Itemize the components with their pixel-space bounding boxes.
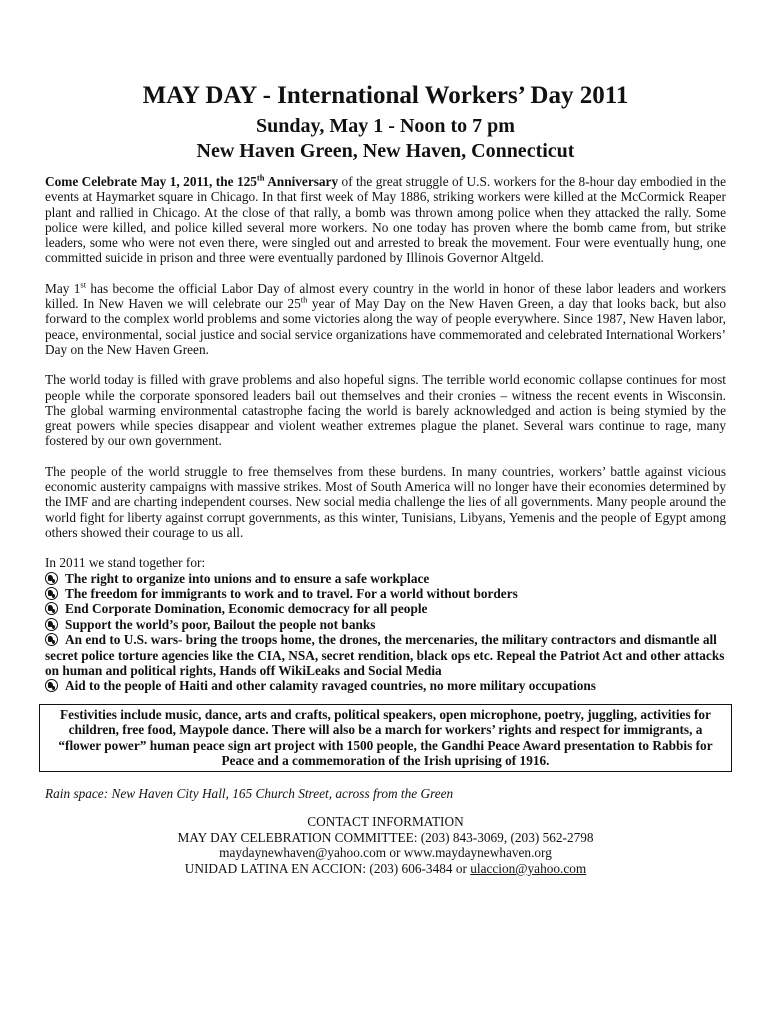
list-item: Support the world’s poor, Bailout the people not banks	[45, 617, 726, 632]
event-date-time: Sunday, May 1 - Noon to 7 pm	[256, 115, 515, 137]
unidad-email-link[interactable]: ulaccion@yahoo.com	[470, 860, 587, 876]
paragraph-labor-day: May 1st has become the official Labor Day of almost every country in the world in honor of these labor leaders and workers killed. In New Haven we will celebrate our 25th year of May Day on the New Haven Green, a day that looks back, but also forward to the complex world problems and some victories along the way of people everywhere. Since 1987, New Haven labor, peace, environmental, social justice and social service organizations have commemorated and celebrated International Workers’ Day on the New Haven Green.	[45, 279, 726, 357]
globe-icon	[45, 618, 58, 631]
lead-text: Come Celebrate May 1, 2011, the 125th Anniversary	[45, 172, 339, 189]
list-item: The freedom for immigrants to work and to travel. For a world without borders	[45, 586, 726, 601]
contact-web: maydaynewhaven@yahoo.com or www.maydaynewhaven.org	[219, 845, 552, 861]
list-item: Aid to the people of Haiti and other calamity ravaged countries, no more military occupations	[45, 678, 726, 693]
globe-icon	[45, 679, 58, 692]
globe-icon	[45, 587, 58, 600]
rain-space-note: Rain space: New Haven City Hall, 165 Church Street, across from the Green	[45, 786, 454, 802]
list-item: End Corporate Domination, Economic democracy for all people	[45, 601, 726, 616]
festivities-box: Festivities include music, dance, arts and crafts, political speakers, open microphone, poetry, juggling, activities for children, free food, Maypole dance. There will also be a march for workers’ rights and respect for immigrants, a “flower power” human peace sign art project with 1500 people, the Gandhi Peace Award presentation to Rabbis for Peace and a commemoration of the Irish uprising of 1916.	[39, 704, 732, 773]
event-location: New Haven Green, New Haven, Connecticut	[196, 140, 575, 162]
contact-unidad: UNIDAD LATINA EN ACCION: (203) 606-3484 or ulaccion@yahoo.com	[184, 860, 587, 876]
paragraph-haymarket: Come Celebrate May 1, 2011, the 125th Anniversary of the great struggle of U.S. workers for the 8-hour day embodied in the events at Haymarket square in Chicago. In that first week of May 1886, striking workers were killed at the McCormick Reaper plant and rallied in Chicago. At the close of that rally, a bomb was thrown among police when they attacked the rally. Some police were killed, and police killed several more workers. No one today has proven where the bomb came from, but strike leaders, some who were not even there, were singled out and arrested to break the movement. Four were eventually hung, one committed suicide in prison and three were eventually pardoned by Illinois Governor Altgeld.	[45, 172, 726, 266]
list-item: The right to organize into unions and to ensure a safe workplace	[45, 571, 726, 586]
globe-icon	[45, 633, 58, 646]
paragraph-people-struggle: The people of the world struggle to free themselves from these burdens. In many countries, workers’ battle against vicious economic austerity campaigns with massive strikes. Most of South America will no longer have their economies determined by the IMF and are charting independent courses. New social media challenge the lies of all governments. Many people around the world fight for liberty against corrupt governments, as this winter, Tunisians, Libyans, Yemenis and the people of Egypt among others showed their courage to us all.	[45, 463, 726, 540]
globe-icon	[45, 572, 58, 585]
flyer-page	[45, 82, 726, 876]
demands-list	[45, 571, 726, 694]
demands-intro: In 2011 we stand together for:	[45, 555, 206, 571]
contact-block	[45, 814, 726, 876]
contact-committee: MAY DAY CELEBRATION COMMITTEE: (203) 843-3069, (203) 562-2798	[177, 829, 594, 845]
globe-icon	[45, 602, 58, 615]
list-item: An end to U.S. wars- bring the troops home, the drones, the mercenaries, the military contractors and dismantle all secret police torture agencies like the CIA, NSA, secret rendition, black ops etc. Repeal the Patriot Act and other attacks on human and political rights, Hands off WikiLeaks and Social Media	[45, 632, 725, 678]
contact-heading: CONTACT INFORMATION	[307, 814, 464, 830]
flyer-title: MAY DAY - International Workers’ Day 2011	[142, 82, 629, 109]
paragraph-world-today: The world today is filled with grave problems and also hopeful signs. The terrible world economic collapse continues for most people while the corporate sponsored leaders bail out themselves and their cronies – witness the recent events in Wisconsin. The global warming environmental catastrophe facing the world is barely acknowledged and action is being stymied by the great powers while species disappear and violent weather extremes plague the planet. Several wars continue to rage, many fostered by our own government.	[45, 372, 726, 449]
